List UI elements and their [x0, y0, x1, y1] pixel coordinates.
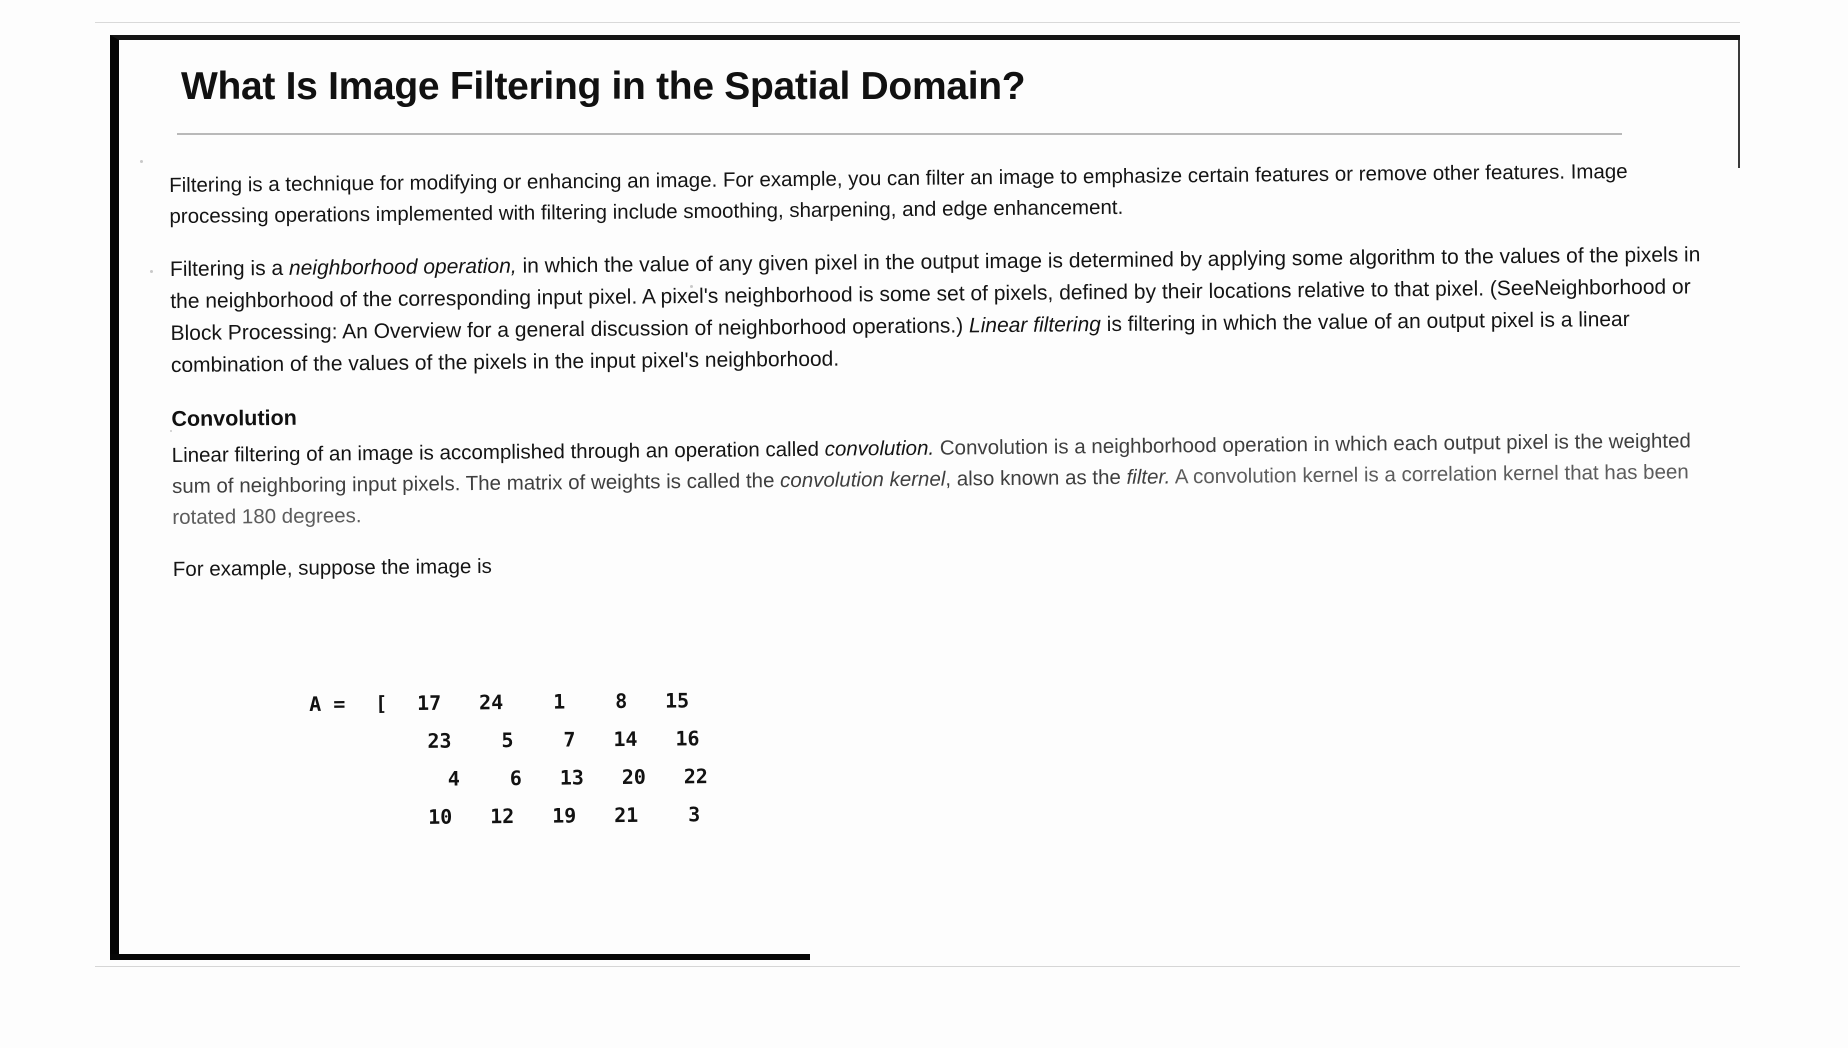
paragraph-intro: Filtering is a technique for modifying or enhancing an image. For example, you can filter an image to emphasize certain features or remove other features. Image processing operations implemented with filtering include smoothing, sharpening, and edge enhancement. [169, 159, 1628, 228]
matrix-cell: 10 [428, 804, 453, 829]
matrix-cell: 16 [675, 726, 700, 751]
matrix-row [328, 757, 718, 799]
matrix-label-spacer [328, 779, 394, 780]
slide-right-edge [1738, 40, 1740, 168]
matrix-row [309, 681, 717, 723]
matrix-label: A = [309, 691, 346, 716]
paragraph-example-lead: For example, suppose the image is [172, 554, 492, 581]
matrix-cell: 24 [478, 690, 504, 715]
slide-frame [110, 35, 1740, 960]
matrix-cell: 5 [501, 728, 514, 753]
matrix-cell: 12 [490, 804, 515, 829]
matrix-cell: 1 [553, 689, 566, 714]
matrix-cell: 6 [509, 765, 523, 791]
matrix-open-bracket: [ [375, 691, 388, 716]
matrix-cell: 22 [683, 764, 709, 789]
matrix-cell: 13 [559, 765, 585, 790]
p3-emphasis-convolution: convolution. [824, 436, 935, 461]
p2-text-a: Filtering is a [169, 256, 290, 281]
matrix-cell: 21 [614, 802, 639, 828]
matrix-cell: 15 [664, 688, 690, 713]
matrix-row [319, 719, 717, 761]
matrix-cell: 4 [447, 766, 461, 791]
slide-body [169, 155, 1713, 607]
p3-emphasis-filter: filter. [1126, 465, 1171, 489]
p3-emphasis-convolution-kernel: convolution kernel [780, 467, 946, 493]
matrix-cell: 20 [621, 764, 647, 790]
page-edge-top [95, 22, 1740, 23]
p2-emphasis-neighborhood-operation: neighborhood operation, [288, 254, 517, 280]
matrix-cell: 14 [613, 726, 638, 752]
matrix-A [309, 681, 718, 837]
matrix-cell: 3 [688, 802, 701, 827]
page-title: What Is Image Filtering in the Spatial Domain? [181, 65, 1026, 108]
matrix-label-spacer [320, 741, 386, 742]
p3-text-c: , also known as the [945, 465, 1127, 491]
matrix-cell: 8 [615, 688, 628, 714]
p2-text-b: in which the value of any given pixel in the output image is determined by applying some algorithm to the values of the pixels in the neighborhood of the corresponding input pixel. A pixel's neighborhood is some set of pixels, defined by their locations relative to that pixel. (SeeNeighborhood or Block Processing: An Overview for a general discussion of neighborhood operations.) [170, 243, 1701, 345]
paragraph-convolution [172, 425, 1713, 533]
matrix-cell: 7 [563, 727, 576, 752]
p3-text-d: A convolution kernel is a correlation kernel that has been rotated 180 degrees. [172, 460, 1689, 529]
matrix-cell: 23 [427, 728, 452, 753]
matrix-cell: 19 [552, 803, 577, 828]
p2-text-c: is filtering in which the value of an output pixel is a linear combination of the values of the pixels in the input pixel's neighborhood. [170, 307, 1630, 377]
matrix-cell: 17 [416, 690, 442, 715]
p2-emphasis-linear-filtering: Linear filtering [968, 313, 1101, 338]
paragraph-neighborhood [170, 239, 1711, 382]
page-edge-bottom [95, 966, 1740, 967]
matrix-row [320, 795, 718, 837]
title-underline [177, 133, 1622, 135]
p3-text-b: Convolution is a neighborhood operation in which each output pixel is the weighted sum of neighboring input pixels. The matrix of weights is called the [171, 429, 1691, 498]
matrix-label-spacer [320, 817, 386, 818]
p3-text-a: Linear filtering of an image is accomplished through an operation called [171, 437, 825, 467]
section-heading-convolution: Convolution [171, 405, 297, 431]
slide-bottom-edge [110, 954, 810, 960]
